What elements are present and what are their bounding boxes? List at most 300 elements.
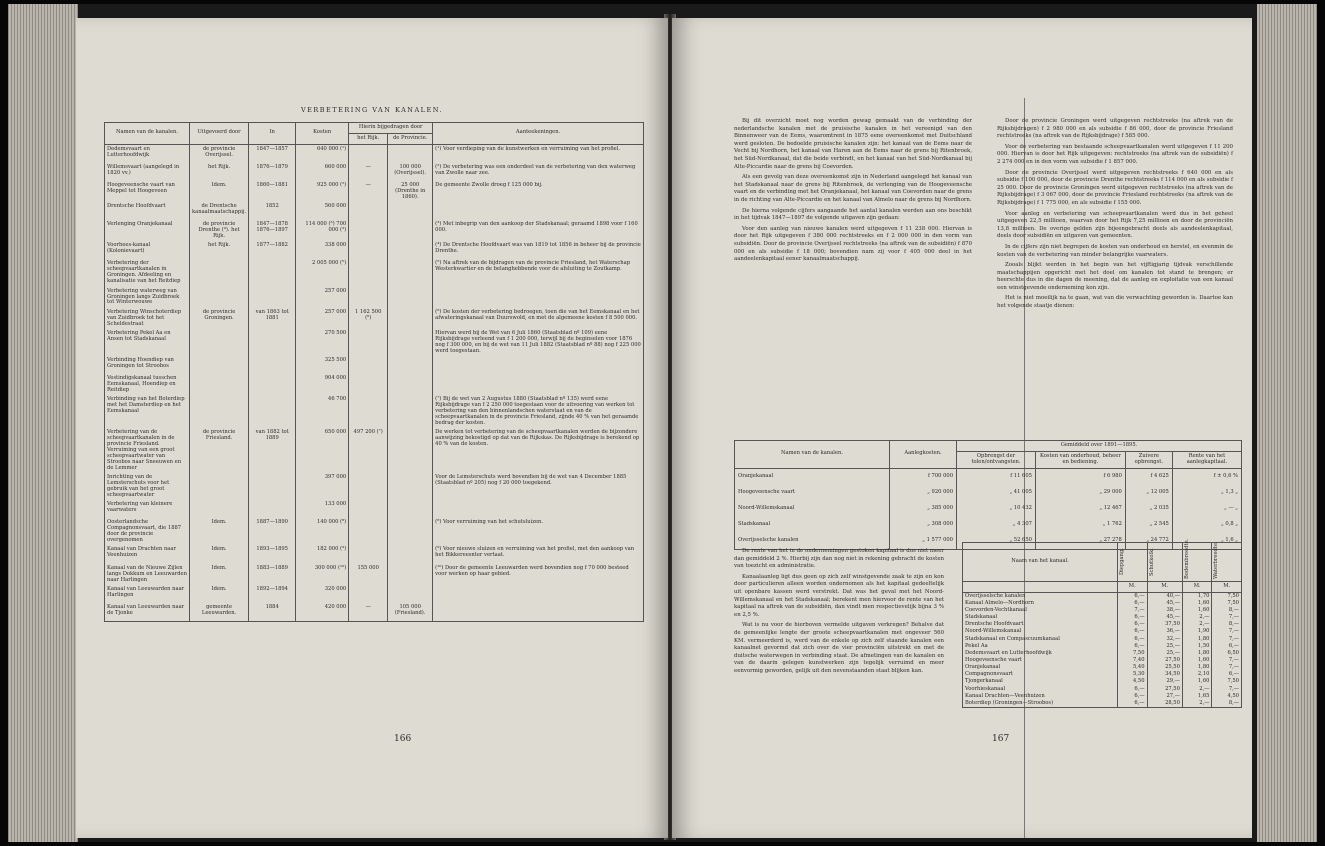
table-row [105,242,644,260]
value-cell: „ 4 307 [957,517,1036,533]
annotation: (⁸) Voor verruiming van het schutsluizen. [433,519,644,546]
table-row [105,585,644,603]
executed-by [190,329,249,356]
value-cell: 7,— [1212,657,1242,664]
value-cell: 4,50 [1212,693,1242,700]
annotation: De gemeente Zwolle droeg f 125 000 bij. [433,181,644,202]
executed-by: Idem. [190,564,249,585]
table-row [105,287,644,308]
years: 1860—1881 [249,181,296,202]
annotation: Voor de Lemsterschuts werd bovendien bij de wet van 4 December 1885 (Staatsblad nº 205) nog f 20 000 toegekend. [433,473,644,500]
value-cell: 7,50 [1118,650,1148,657]
left-page [76,18,668,838]
value-cell: 2,— [1182,686,1212,693]
running-title: VERBETERING VAN KANALEN. [300,106,444,114]
col-header-contributions: Hierin bijgedragen door [349,123,433,134]
value-cell: 6,— [1118,592,1148,600]
value-cell: „ 29 000 [1035,485,1125,501]
years: 1852 [249,202,296,220]
value-cell: „ 10 432 [957,501,1036,517]
dimensions-table-body [963,592,1242,708]
page-number-left: 166 [394,734,412,744]
years: 1876—1879 [249,163,296,181]
annotation: (²) De verbetering was een onderdeel van de verbetering van den waterweg van Zwolle naar zee. [433,163,644,181]
col-header-years: In [249,123,296,145]
value-cell: 6,— [1212,643,1242,650]
table-row [105,144,644,163]
province-contribution [388,519,433,546]
annotation [433,202,644,220]
years [249,287,296,308]
value-cell: 27,— [1147,693,1182,700]
revenue-table [734,440,1242,550]
value-cell: 40,— [1147,592,1182,600]
right-page [672,18,1252,838]
table-row [105,356,644,374]
value-cell: „ 1 762 [1035,517,1125,533]
table-row [105,519,644,546]
rijk-contribution [349,585,388,603]
canal-name: Verbetering van de scheepvaartkanalen in de provincie Friesland. Verruiming van een groot scheepvaartwater van Stroobos naar Sneeuwen en de Lemmer [105,429,190,474]
value-cell: 6,50 [1212,650,1242,657]
years [249,501,296,519]
province-contribution [388,374,433,395]
rijk-contribution [349,356,388,374]
value-cell: 7,50 [1212,679,1242,686]
executed-by: de Drentsche kanaalmaatschappij. [190,202,249,220]
canal-name: Verbetering van kleinere vaarwaters [105,501,190,519]
value-cell: 2,— [1182,622,1212,629]
cost: 338 000 [296,242,349,260]
rijk-contribution: — [349,181,388,202]
cost: 650 000 [296,429,349,474]
canal-name: Hoogeveensche vaart van Meppel tot Hoogeveen [105,181,190,202]
annotation: (⁶) De kosten der verbetering bedroegen, toen die van het Eemskanaal en het afwateringskanaal van Duurswold, en met de algemeene kosten f 8 500 000. [433,308,644,329]
annotation: (⁹) Voor nieuwe sluizen en verruiming van het profiel, met den aankoop van het Bikkereesnter vertaat. [433,546,644,564]
table-row [105,260,644,287]
executed-by: de provincie Drenthe (⁴). het Rijk. [190,221,249,242]
cost: 2 005 000 (⁵) [296,260,349,287]
value-cell: „ 24 772 [1125,533,1172,550]
executed-by: het Rijk. [190,242,249,260]
value-cell: „ 1,3 „ [1172,485,1241,501]
annotation [433,603,644,622]
cost: 182 000 (⁹) [296,546,349,564]
value-cell: f ± 0,6 % [1172,468,1241,485]
unit-cell: M. [1182,582,1212,593]
value-cell: „ 0,8 „ [1172,517,1241,533]
cost: 904 000 [296,374,349,395]
canal-name: Pekel Aa [963,643,1118,650]
value-cell: „ 1,6 „ [1172,533,1241,550]
cost: 46 700 [296,395,349,428]
province-contribution [388,242,433,260]
value-cell: f 11 605 [957,468,1036,485]
value-cell: 34,50 [1147,672,1182,679]
table-row [105,163,644,181]
dim-units-row [963,582,1242,593]
table-row [963,700,1242,708]
value-cell: 6,— [1118,686,1148,693]
canal-name: Verbinding Hoendiep van Groningen tot Stroobos [105,356,190,374]
revenue-sub-income: Opbrengst der tolen/ontvangsten. [957,451,1036,468]
rijk-contribution [349,395,388,428]
canal-name: Stadskanaal [963,614,1118,621]
value-cell: 25,— [1147,643,1182,650]
table-row [105,202,644,220]
canal-name: Tjongerkanaal [963,679,1118,686]
revenue-col-name: Namen van de kanalen. [735,441,890,469]
paragraph: In de cijfers zijn niet begrepen de kosten van onderhoud en herstel, en evenmin de kosten van de verbetering van minder belangrijke vaarwaters. [997,243,1233,258]
canal-name: Verbetering Pekel Aa en Ansen tot Stadskanaal [105,329,190,356]
canal-name: Boterdiep (Groningen—Stroobos) [963,700,1118,708]
annotation: (¹) Voor verdieping van de kunstwerken en verruiming van het profiel. [433,144,644,163]
value-cell: 6,— [1118,614,1148,621]
executed-by: het Rijk. [190,163,249,181]
value-cell: 7,— [1118,607,1148,614]
rijk-contribution [349,260,388,287]
value-cell: f 6 980 [1035,468,1125,485]
canal-name: Voorhieskanaal [963,686,1118,693]
value-cell: 7,— [1212,614,1242,621]
revenue-sub-net: Zuivere opbrengst. [1125,451,1172,468]
paragraph: Voor den aanleg van nieuwe kanalen werd uitgegeven f 11 238 000. Hiervan is door het Rijk uitgegeven f 380 000 rechtstreeks en f 2 000 000 in den vorm van subsidiën. Door de provincie Overijssel rechtstreeks (na aftrek van de subsidiën) f 870 000 en als subsidie f 18 000; bovendien nam zij voor f 405 000 deel in het aandeelenkapitaal eener kanaalmaatschappij. [734,225,972,263]
value-cell: „ 2 545 [1125,517,1172,533]
value-cell: „ 2 035 [1125,501,1172,517]
rijk-contribution [349,202,388,220]
cost: 420 000 [296,603,349,622]
text-column-3 [734,548,944,679]
province-contribution [388,202,433,220]
years: 1883—1889 [249,564,296,585]
paragraph: Wat is nu voor de hierboven vermelde uitgaven verkregen? Behalve dat de gemeenlijke lengte der groote scheepvaartkanalen met ongeveer 560 KM. vermeerderd is, werd van de enkele op zich zelf staande kanalen een kanaalnet gevormd dat zich over de vier provinciën uitstrekt en met de duitsche waterwegen in verbinding staat. De afmetingen van de kanalen en van de daarin gelegen kunstwerken zijn tegelijk verruimd en meer eenvormig geworden, gelijk uit den nevenstaanden staat blijken kan. [734,622,944,674]
dim-col-2: Schutkolk. [1147,543,1182,582]
years [249,260,296,287]
years: van 1863 tot 1881 [249,308,296,329]
cost: 660 000 [296,163,349,181]
table-row [105,395,644,428]
value-cell: 2,— [1182,614,1212,621]
rijk-contribution [349,329,388,356]
canal-name: Kanaal van Leeuwarden naar Harlingen [105,585,190,603]
cost: 320 000 [296,585,349,603]
province-contribution: 100 000 (Overijssel). [388,163,433,181]
annotation [433,501,644,519]
value-cell: 5,30 [1118,672,1148,679]
value-cell: 32,— [1147,636,1182,643]
rijk-contribution [349,473,388,500]
value-cell: 8,— [1212,622,1242,629]
cost: 257 000 [296,308,349,329]
table-row [105,603,644,622]
province-contribution [388,473,433,500]
value-cell: 27,50 [1147,657,1182,664]
table-row [105,221,644,242]
paragraph: Als een gevolg van deze overeenkomst zijn in Nederland aangelegd het kanaal van het Stadskanaal naar de grens bij Ritenbroek, de verlenging van de Hoogeveensche vaart en de verbinding met het Oranjekanaal, het kanaal van Coevorden naar de grens in de richting van Alte-Piccardie en het kanaal van Almelo naar de grens bij Nordhorn. [734,174,972,203]
value-cell: 1,60 [1182,607,1212,614]
years [249,329,296,356]
revenue-col-cost: Aanlegkosten. [890,441,957,469]
years: 1893—1895 [249,546,296,564]
paragraph: De rente van het in de ondernemingen gestoken kapitaal is dus niet meer dan gemiddeld 2 %. Hierbij zijn dan nog niet in rekening gebracht de kosten van toezicht en administratie. [734,548,944,570]
table-row [105,308,644,329]
canal-name: Voorhees-kanaal (Kolonievaart) [105,242,190,260]
rijk-contribution: — [349,603,388,622]
canal-name: Oosterlandsche Compagnonsvaart, die 1887 door de provincie overgenomen [105,519,190,546]
years [249,395,296,428]
province-contribution [388,546,433,564]
value-cell: 1,50 [1182,643,1212,650]
value-cell: 7,— [1212,665,1242,672]
annotation: De werken tot verbetering van de scheepvaartkanalen werden de bijzondere aanwijzing bekostigd op dat van de Rijkskas. De Rijksbijdrage is berekend op 40 % van de kosten. [433,429,644,474]
canal-name: Overijsselsche kanalen [963,592,1118,600]
executed-by [190,287,249,308]
revenue-col-group: Gemiddeld over 1891—1895. [957,441,1242,452]
page-number-right: 167 [992,734,1010,744]
province-contribution [388,329,433,356]
canal-name: Kanaal van Leeuwarden naar de Tjonke [105,603,190,622]
value-cell: „ 27 278 [1035,533,1125,550]
revenue-sub-interest: Rente van het aanlegkapitaal. [1172,451,1241,468]
rijk-contribution: 497 200 (⁷) [349,429,388,474]
value-cell: 7,50 [1212,600,1242,607]
value-cell: 6,— [1118,622,1148,629]
page-edges-right [1257,4,1317,842]
paragraph: Door de provincie Groningen werd uitgegeven rechtstreeks (na aftrek van de Rijksbijdragen) f 2 980 000 en als subsidie f 86 000, door de provincie Friesland rechtstreeks (na aftrek van de Rijksbijdrage) f 585 000. [997,118,1233,140]
canal-name: Dedemsvaart en Lutterhoofdwijk [105,144,190,163]
value-cell: 28,50 [1147,700,1182,708]
value-cell: 8,— [1212,700,1242,708]
province-contribution [388,356,433,374]
table-row [105,501,644,519]
executed-by [190,473,249,500]
canal-name: Kanaal van Drachten naar Veenhuizen [105,546,190,564]
cost: 133 000 [296,501,349,519]
paragraph: Bij dit overzicht moet nog worden gewag gemaakt van de verbinding der nederlandsche kanalen met de pruisische kanalen in het vereenigd van den Binnenweer van de Eems, waaromtrent in 1875 eene overeenkomst met Duitschland werd gesloten. De bedoelde pruisische kanalen zijn: het kanaal van de Eems naar de Vecht bij Nordhorn, het kanaal van Haren aan de Eems naar de grens bij Ritenbroek, het Süd-Nordkanaal, dat die beide verbindt, en het kanaal van het Süd-Nordkanaal bij Alte-Piccardie naar de grens bij Coevorden. [734,118,972,170]
province-contribution [388,585,433,603]
executed-by [190,374,249,395]
canal-name: Noord-Willemskanaal [963,629,1118,636]
value-cell: 2,— [1182,700,1212,708]
rijk-contribution [349,242,388,260]
executed-by: Idem. [190,519,249,546]
value-cell: „ 12 467 [1035,501,1125,517]
canal-name: Overijsselsche kanalen [735,533,890,550]
value-cell: 6,— [1118,629,1148,636]
province-contribution [388,221,433,242]
table-row [735,517,1242,533]
canal-name: Oranjekanaal [963,665,1118,672]
canal-name: Kanaal Drachten—Veenhuizen [963,693,1118,700]
paragraph: Kanaalaanleg ligt dus geen op zich zelf winstgevende zaak te zijn en kon door particulieren alleen worden ondernomen als het kapitaal gedeeltelijk uit openbare kassen werd verstrekt. Dat was het geval met het Noord-Willemskanaal en het Stadskanaal; berekent men hiervoor de rente van het kapitaal na aftrek van de subsidiën, dan vindt men respectievelijk bijna 3 % en 2,5 %. [734,573,944,618]
canal-name: Hoogeveensche vaart [963,657,1118,664]
page-edges-left [8,4,78,842]
value-cell: 4,50 [1118,679,1148,686]
canal-name: Compagnonsvaart [963,672,1118,679]
province-contribution [388,308,433,329]
years: 1887—1890 [249,519,296,546]
canal-name: Kanaal Almelo—Nordhorn [963,600,1118,607]
revenue-sub-maintenance: Kosten van onderhoud, beheer en bediening. [1035,451,1125,468]
executed-by [190,356,249,374]
unit-cell: M. [1118,582,1148,593]
years: 1847—1857 [249,144,296,163]
years [249,473,296,500]
province-contribution: 105 000 (Friesland). [388,603,433,622]
value-cell: 6,— [1118,700,1148,708]
table-row [735,468,1242,485]
value-cell: 27,50 [1147,686,1182,693]
dim-col-4: Waterbreedte. [1212,543,1242,582]
unit-cell [963,582,1118,593]
table-row [735,501,1242,517]
col-header-notes: Aanteekeningen. [433,123,644,145]
canal-name: Verlenging Oranjekanaal [105,221,190,242]
canal-name: Inrichting van de Lemsterschuts voor het gebruik van het groot scheepvaartwater [105,473,190,500]
dim-col-name: Naam van het kanaal. [963,543,1118,582]
col-header-by: Uitgevoerd door [190,123,249,145]
canal-name: Vestindigskanaal tusschen Eemskanaal, Hoendiep en Reitdiep [105,374,190,395]
value-cell: 5,40 [1118,665,1148,672]
value-cell: 7,50 [1212,592,1242,600]
province-contribution [388,564,433,585]
value-cell: 6,— [1212,672,1242,679]
cost: 640 000 (¹) [296,144,349,163]
paragraph: De hierna volgende cijfers aangaande het aantal kanalen werden aan ons beschikt in het tijdvak 1847—1897 de volgende uitgaven zijn gedaan: [734,207,972,222]
dim-col-3: Bodembreedte. [1182,543,1212,582]
text-column-2 [997,118,1233,314]
value-cell: 6,— [1118,693,1148,700]
value-cell: „ 52 650 [957,533,1036,550]
value-cell: 1,70 [1182,592,1212,600]
annotation [433,287,644,308]
canal-table-body [105,144,644,622]
value-cell: 29,— [1147,679,1182,686]
rijk-contribution: — [349,163,388,181]
canal-name: Stadskanaal en Compascuumkanaal [963,636,1118,643]
value-cell: 1,80 [1182,665,1212,672]
cost: 560 000 [296,202,349,220]
annotation [433,374,644,395]
rijk-contribution [349,374,388,395]
cost: 257 000 [296,287,349,308]
value-cell: 1,60 [1182,600,1212,607]
value-cell: 1,90 [1182,629,1212,636]
executed-by: de provincie Friesland. [190,429,249,474]
cost: 300 000 (¹⁰) [296,564,349,585]
canal-name: Coevorden-Vechtkanaal [963,607,1118,614]
value-cell: 25,50 [1147,665,1182,672]
dim-col-1: Diepgang. [1118,543,1148,582]
table-row [105,429,644,474]
province-contribution [388,395,433,428]
value-cell: 1,80 [1182,636,1212,643]
value-cell: f 700 000 [890,468,957,485]
unit-cell: M. [1147,582,1182,593]
canal-name: Verbetering Winschoterdiep van Zuidbroek tot het Scheldestraat [105,308,190,329]
cost: 325 500 [296,356,349,374]
annotation: Hiervan werd bij de Wet van 6 Juli 1860 (Staatsblad nº 109) eene Rijksbijdrage verleend van f 1 200 000, terwijl bij de beginselen voor 1876 nog f 300 000, en bij de wet van 11 Juli 1882 (Staatsblad nº 88) nog f 225 000 werd toegestaan. [433,329,644,356]
book-spread [8,4,1317,842]
rijk-contribution: 155 000 [349,564,388,585]
cost: 140 000 (⁸) [296,519,349,546]
years: 1847—1878 1876—1897 [249,221,296,242]
rijk-contribution [349,287,388,308]
table-row [105,546,644,564]
cost: 270 500 [296,329,349,356]
province-contribution [388,287,433,308]
value-cell: 7,40 [1118,657,1148,664]
annotation: (¹⁰) Door de gemeente Leeuwarden werd bovendien nog f 70 000 besteed voor werken op haar gebied. [433,564,644,585]
value-cell: 37,50 [1147,622,1182,629]
annotation: (⁷) Bij de wet van 2 Augustus 1880 (Staatsblad nº 135) werd eene Rijksbijdrage van f 2 250 000 toegestaan voor de uitvoering van werken tot verbetering van den binnenlandschen waterstaat en van de scheepvaartkanalen in de provincie Friesland, zijnde 40 % van het geraamde bedrag der kosten. [433,395,644,428]
province-contribution: 25 000 (Drenthe in 1860). [388,181,433,202]
years: 1884 [249,603,296,622]
executed-by: Idem. [190,181,249,202]
value-cell: „ 920 000 [890,485,957,501]
table-row [105,181,644,202]
value-cell: 1,60 [1182,657,1212,664]
annotation [433,585,644,603]
canal-improvement-table [104,122,644,622]
col-header-rijk: het Rijk. [349,133,388,144]
table-row [105,473,644,500]
years: 1877—1882 [249,242,296,260]
executed-by [190,395,249,428]
value-cell: 7,— [1212,686,1242,693]
cost: 925 000 (²) [296,181,349,202]
rijk-contribution [349,546,388,564]
value-cell: 38,— [1147,607,1182,614]
canal-name: Verbetering der scheepvaartkanalen in Groningen. Afdeeling en kanalisatie van het Reitdiep [105,260,190,287]
province-contribution [388,144,433,163]
province-contribution [388,501,433,519]
rijk-contribution [349,144,388,163]
executed-by: Idem. [190,585,249,603]
executed-by: de provincie Overijssel. [190,144,249,163]
table-row [963,629,1242,636]
annotation: (³) Met inbegrip van den aankoop der Stadskanaal; geraamd 1898 voor f 160 000. [433,221,644,242]
value-cell: „ 308 000 [890,517,957,533]
years [249,356,296,374]
value-cell: „ 1 577 000 [890,533,957,550]
years [249,374,296,395]
canal-name: Stadskanaal [735,517,890,533]
canal-name: Drentsche Hoofdvaart [963,622,1118,629]
table-row [105,374,644,395]
value-cell: „ 41 005 [957,485,1036,501]
table-row [963,636,1242,643]
revenue-table-body [735,468,1242,549]
province-contribution [388,429,433,474]
table-row [105,329,644,356]
col-header-name: Namen van de kanalen. [105,123,190,145]
canal-name: Verbetering waterweg van Groningen langs Zuidbroek tot Winterwouwe [105,287,190,308]
cost: 397 000 [296,473,349,500]
canal-name: Drentsche Hoofdvaart [105,202,190,220]
executed-by: de provincie Groningen. [190,308,249,329]
value-cell: 25,— [1147,650,1182,657]
table-row [963,592,1242,600]
value-cell: 7,— [1212,636,1242,643]
canal-name: Hoogeveensche vaart [735,485,890,501]
value-cell: f 4 625 [1125,468,1172,485]
canal-name: Kanaal van de Nieuwe Zijlen langs Dokkum en Leeuwarden naar Harlingen [105,564,190,585]
value-cell: 45,— [1147,600,1182,607]
paragraph: Voor de verbetering van bestaande scheepvaartkanalen werd uitgegeven f 11 200 000. Hiervan is door het Rijk uitgegeven: rechtstreeks (na aftrek van de subsidiën) f 2 274 000 en in den vorm van subsidie f 1 857 000. [997,143,1233,165]
value-cell: 2,10 [1182,672,1212,679]
annotation: (⁵) Na aftrek van de bijdragen van de provincie Friesland, het Waterschap Westerkwartier en de belanghebbende voor de afsluiting te Zoutkamp. [433,260,644,287]
